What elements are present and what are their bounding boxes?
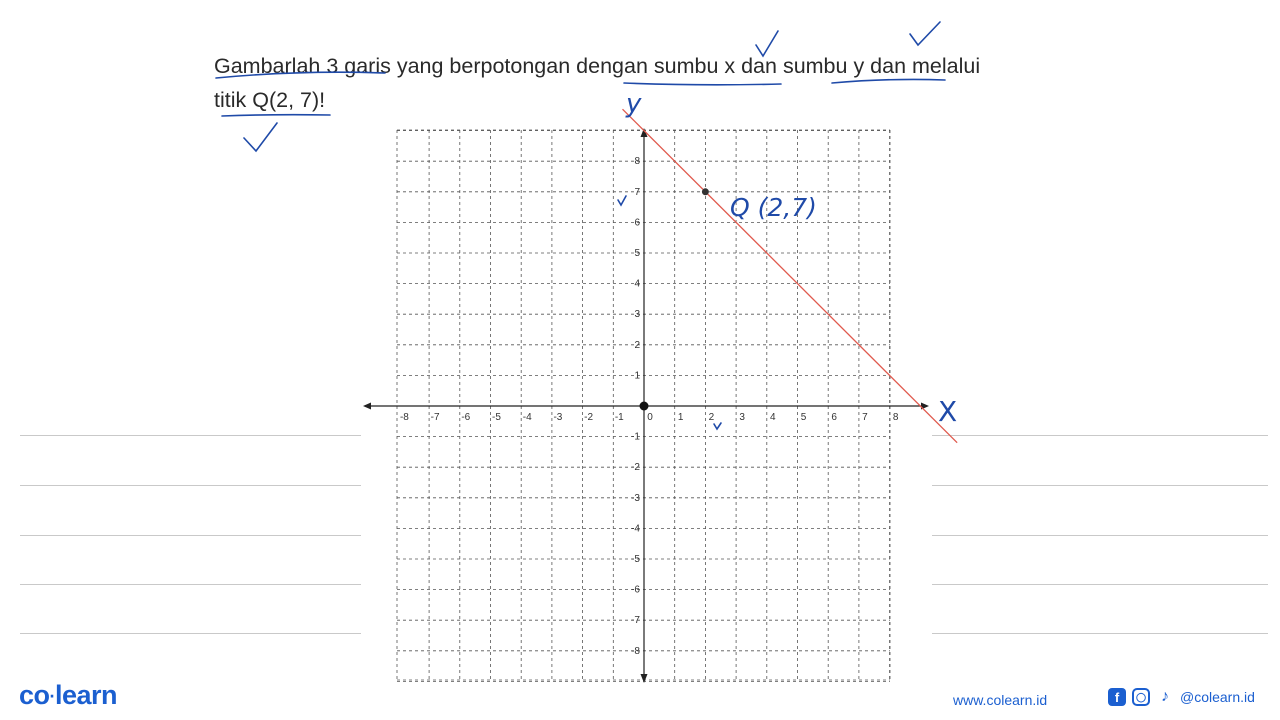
y-tick-label: 6 [634,217,640,229]
x-tick-label: -5 [492,412,501,423]
axis-label-x-handwritten: X [938,395,958,428]
x-tick-label: -6 [461,412,471,423]
check-mark-icon [618,196,626,205]
y-tick-label: 3 [634,309,640,321]
axis-label-y-handwritten: y [626,89,642,119]
x-tick-label: -8 [399,412,409,423]
logo-dot: · [49,686,56,707]
y-tick-label: -3 [631,492,640,504]
underline-sumbu-y [832,79,945,83]
y-tick-label: -6 [631,584,640,596]
y-tick-label: 1 [634,370,640,382]
point-q-label: Q (2,7) [730,193,817,222]
x-tick-label: -1 [614,412,624,423]
colearn-logo [19,680,117,711]
check-mark-icon [910,22,940,45]
instagram-icon[interactable]: ◯ [1132,688,1150,706]
x-tick-label: 6 [831,412,837,423]
y-tick-label: 5 [634,248,640,259]
y-tick-label: -4 [631,523,640,535]
facebook-icon[interactable]: f [1108,688,1126,706]
check-mark-icon [244,123,277,151]
tiktok-icon[interactable]: ♪ [1161,688,1169,705]
logo-text-co: co [19,680,50,710]
y-tick-label: 4 [634,278,640,290]
y-tick-label: -5 [631,554,640,565]
question-line-2: titik Q(2, 7)! [214,88,326,112]
x-axis-arrow-left [363,403,371,410]
x-tick-label: 4 [770,412,776,423]
underline-titik-q [222,115,330,116]
y-tick-label: 2 [634,339,640,351]
x-tick-labels [400,412,899,423]
x-tick-label: 7 [862,412,868,423]
x-tick-label: 3 [739,412,745,423]
social-handle[interactable]: @colearn.id [1180,689,1255,705]
x-tick-label: 5 [800,412,807,423]
logo-text-learn: learn [55,680,118,710]
x-tick-label: 8 [892,412,899,423]
underline-sumbu-x [624,83,781,85]
underline-garis [216,72,385,78]
y-tick-label: -7 [631,615,640,627]
question-line-1: Gambarlah 3 garis yang berpotongan dengan sumbu x dan sumbu y dan melalui [214,54,981,78]
x-tick-label: -2 [584,412,594,423]
y-tick-label: -8 [631,645,640,657]
y-axis-arrow-down [641,674,648,683]
check-mark-icon [756,31,778,56]
y-tick-label: -2 [631,462,640,474]
check-mark-icon [714,423,721,429]
drawn-line [623,109,958,443]
y-tick-label: -1 [631,431,640,443]
footer-url[interactable]: www.colearn.id [953,692,1048,708]
x-tick-label: 0 [647,412,653,423]
footer-social [1108,688,1255,706]
x-tick-label: 1 [677,412,684,423]
point-q-dot [702,188,709,195]
y-tick-label: 7 [634,186,640,198]
x-tick-label: -4 [522,412,532,423]
y-tick-label: 8 [634,156,640,168]
origin-dot [640,402,649,411]
x-tick-label: 2 [708,412,715,423]
x-tick-label: -7 [430,412,440,423]
x-tick-label: -3 [553,412,563,423]
